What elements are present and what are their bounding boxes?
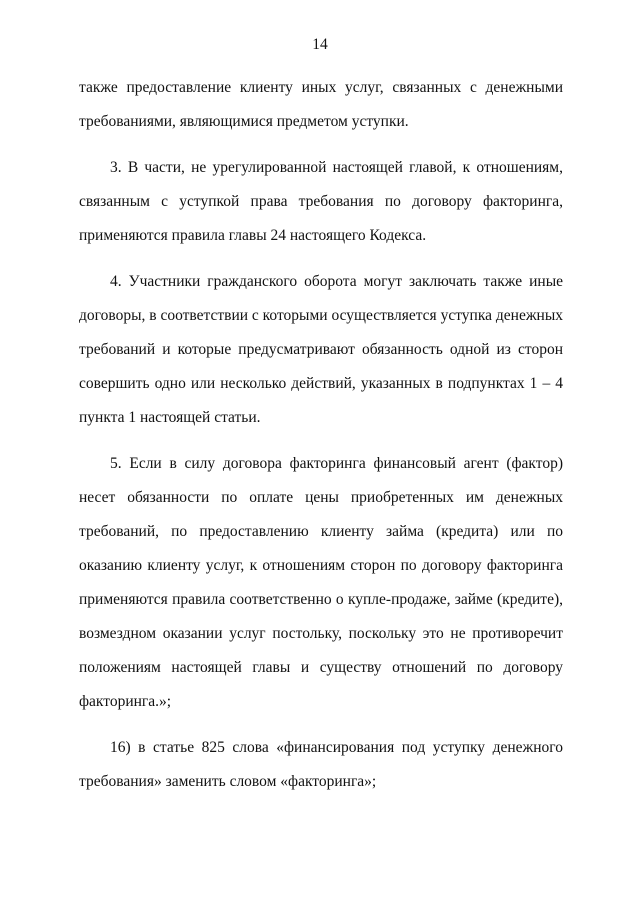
paragraph-item-3: 3. В части, не урегулированной настоящей главой, к отношениям, связанным с уступкой права требования по договору факторинга, применяются правила главы 24 настоящего Кодекса.	[79, 159, 563, 244]
paragraph-item-16: 16) в статье 825 слова «финансирования под уступку денежного требования» заменить словом «факторинга»;	[79, 739, 563, 790]
page-number: 14	[312, 36, 328, 53]
paragraph-item-4: 4. Участники гражданского оборота могут заключать также иные договоры, в соответствии с которыми осуществляется уступка денежных требований и которые предусматривают обязанность одной из сторон совершить одно или несколько действий, указанных в подпунктах 1 – 4 пункта 1 настоящей статьи.	[79, 273, 563, 426]
paragraph-item-5: 5. Если в силу договора факторинга финансовый агент (фактор) несет обязанности по оплате цены приобретенных им денежных требований, по предоставлению клиенту займа (кредита) или по оказанию клиенту услуг, к отношениям сторон по договору факторинга применяются правила соответственно о купле-продаже, займе (кредите), возмездном оказании услуг постольку, поскольку это не противоречит положениям настоящей главы и существу отношений по договору факторинга.»;	[79, 455, 563, 710]
paragraph-continuation: также предоставление клиенту иных услуг, связанных с денежными требованиями, являющимися предметом уступки.	[79, 79, 563, 130]
document-body	[79, 71, 563, 811]
